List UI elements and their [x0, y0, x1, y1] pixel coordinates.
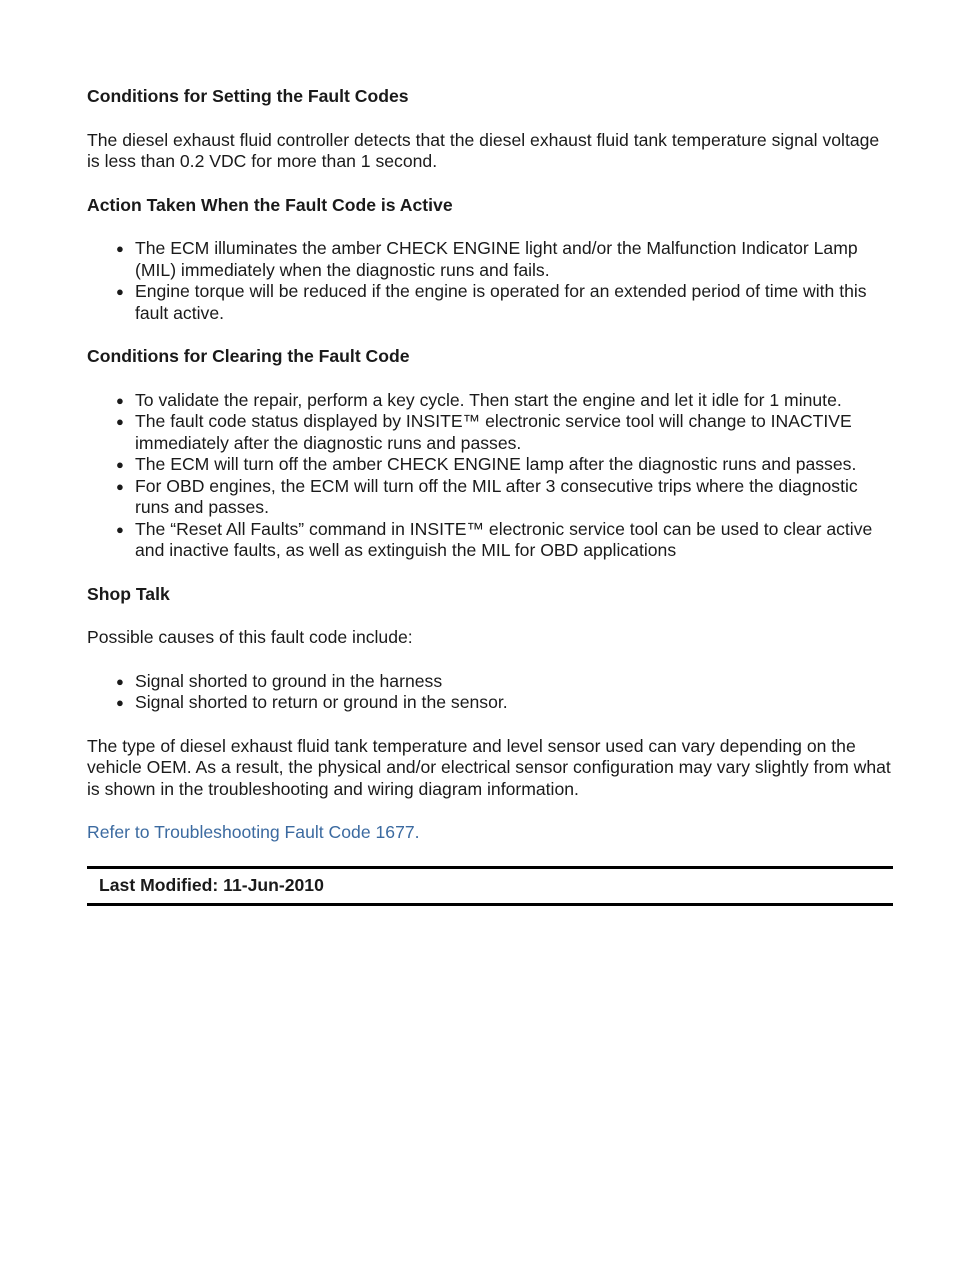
- bullet-icon: ●: [116, 521, 124, 537]
- bullet-icon: ●: [116, 457, 124, 472]
- list-item-text: The ECM illuminates the amber CHECK ENGINE light and/or the Malfunction Indicator Lamp (MIL) immediately when the diagnostic runs and fails.: [135, 238, 858, 280]
- setting-conditions-text: The diesel exhaust fluid controller detects that the diesel exhaust fluid tank temperature signal voltage is less than 0.2 VDC for more than 1 second.: [87, 129, 880, 171]
- shop-talk-intro: Possible causes of this fault code include:: [87, 627, 413, 647]
- list-item-text: The fault code status displayed by INSITE™ electronic service tool will change to INACTIVE immediately after the diagnostic runs and passes.: [135, 411, 852, 453]
- bullet-icon: ●: [116, 284, 124, 299]
- heading-setting-conditions: Conditions for Setting the Fault Codes: [87, 86, 409, 106]
- list-item: [116, 454, 893, 476]
- heading-shop-talk: Shop Talk: [87, 583, 170, 604]
- list-item-text: Engine torque will be reduced if the engine is operated for an extended period of time with this fault active.: [135, 281, 867, 323]
- heading-action-taken: Action Taken When the Fault Code is Active: [87, 194, 453, 215]
- bullet-icon: ●: [116, 478, 124, 494]
- list-item-text: For OBD engines, the ECM will turn off the MIL after 3 consecutive trips where the diagnostic runs and passes.: [135, 475, 858, 517]
- heading-clearing-conditions: Conditions for Clearing the Fault Code: [87, 346, 410, 366]
- list-item-text: Signal shorted to return or ground in the sensor.: [135, 692, 508, 712]
- list-item: [116, 411, 893, 454]
- clearing-list: [87, 390, 893, 562]
- bullet-icon: ●: [116, 241, 124, 256]
- list-item-text: The “Reset All Faults” command in INSITE™ electronic service tool can be used to clear active and inactive faults, as well as extinguish the MIL for OBD applications: [135, 518, 873, 560]
- list-item: [116, 389, 893, 412]
- list-item: [116, 692, 893, 714]
- shop-talk-note: The type of diesel exhaust fluid tank temperature and level sensor used can vary depending on the vehicle OEM. As a result, the physical and/or electrical sensor configuration may vary slightly from what is shown in the troubleshooting and wiring diagram information.: [87, 735, 891, 799]
- list-item: [116, 238, 893, 281]
- bullet-icon: ●: [116, 673, 124, 689]
- list-item: [116, 670, 893, 693]
- list-item: [116, 281, 893, 324]
- bullet-icon: ●: [116, 392, 124, 408]
- list-item-text: The ECM will turn off the amber CHECK ENGINE lamp after the diagnostic runs and passes.: [135, 454, 857, 474]
- document-page: [87, 86, 893, 906]
- causes-list: [87, 671, 893, 714]
- list-item: [116, 475, 893, 519]
- troubleshooting-link[interactable]: Refer to Troubleshooting Fault Code 1677.: [87, 822, 420, 842]
- bullet-icon: ●: [116, 414, 124, 429]
- bullet-icon: ●: [116, 695, 124, 710]
- list-item-text: Signal shorted to ground in the harness: [135, 670, 443, 691]
- action-list: [87, 238, 893, 324]
- last-modified-text: Last Modified: 11-Jun-2010: [99, 874, 324, 895]
- last-modified-bar: [87, 866, 893, 907]
- list-item-text: To validate the repair, perform a key cycle. Then start the engine and let it idle for 1 minute.: [135, 389, 842, 410]
- list-item: [116, 518, 893, 562]
